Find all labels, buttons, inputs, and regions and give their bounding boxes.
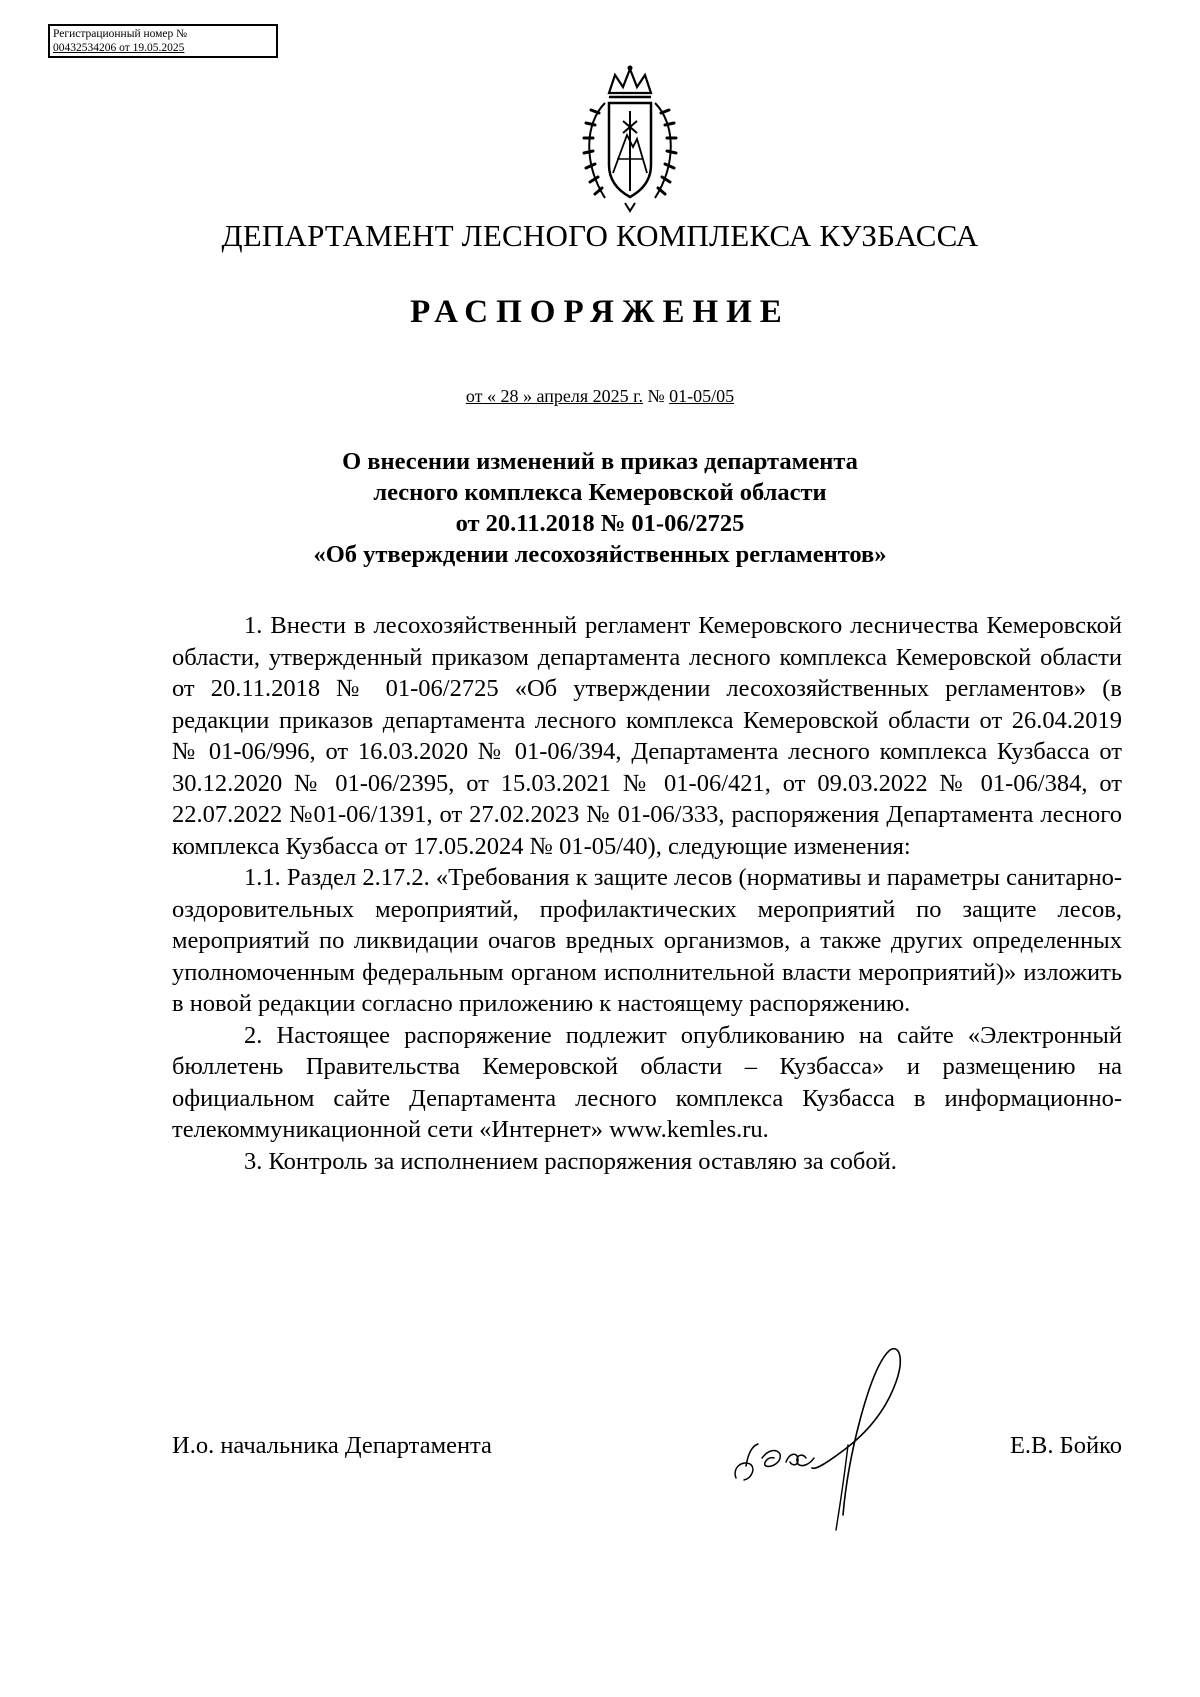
subject-line: О внесении изменений в приказ департамента bbox=[342, 448, 858, 475]
subject-line: от 20.11.2018 № 01-06/2725 bbox=[455, 510, 745, 537]
number-prefix: № bbox=[642, 386, 670, 406]
body-paragraph: 2. Настоящее распоряжение подлежит опубликованию на сайте «Электронный бюллетень Правительства Кемеровской области – Кузбасса» и размещению на официальном сайте Департамента лесного комплекса Кузбасса в информационно-телекоммуникационной сети «Интернет» www.kemles.ru. bbox=[172, 1021, 1122, 1143]
body-paragraph: 1.1. Раздел 2.17.2. «Требования к защите лесов (нормативы и параметры санитарно-оздоровительных мероприятий, профилактических мероприятий по защите лесов, мероприятий по ликвидации очагов вредных организмов, а также других определенных уполномоченным федеральным органом исполнительной власти мероприятий)» изложить в новой редакции согласно приложению к настоящему распоряжению. bbox=[172, 864, 1122, 1017]
department-name: ДЕПАРТАМЕНТ ЛЕСНОГО КОМПЛЕКСА КУЗБАССА bbox=[221, 218, 979, 253]
date-day: 28 bbox=[495, 386, 523, 406]
handwritten-signature bbox=[728, 1340, 938, 1540]
registration-number: 00432534206 от 19.05.2025 bbox=[53, 42, 185, 54]
document-body bbox=[172, 610, 1122, 1177]
date-prefix: от « bbox=[465, 386, 496, 406]
signatory-title: И.о. начальника Департамента bbox=[172, 1432, 492, 1459]
order-date-line bbox=[0, 386, 1200, 407]
document-subject bbox=[0, 446, 1200, 570]
subject-line: «Об утверждении лесохозяйственных регламентов» bbox=[313, 541, 887, 568]
registration-label: Регистрационный номер № bbox=[53, 28, 188, 40]
body-paragraph: 1. Внести в лесохозяйственный регламент Кемеровского лесничества Кемеровской области, утвержденный приказом департамента лесного комплекса Кемеровской области от 20.11.2018 № 01-06/2725 «Об утверждении лесохозяйственных регламентов» (в редакции приказов департамента лесного комплекса Кемеровской области от 26.04.2019 № 01-06/996, от 16.03.2020 № 01-06/394, Департамента лесного комплекса Кузбасса от 30.12.2020 № 01-06/2395, от 15.03.2021 № 01-06/421, от 09.03.2022 № 01-06/384, от 22.07.2022 №01-06/1391, от 27.02.2023 № 01-06/333, распоряжения Департамента лесного комплекса Кузбасса от 17.05.2024 № 01-05/40), следующие изменения: bbox=[172, 612, 1122, 860]
document-type: РАСПОРЯЖЕНИЕ bbox=[410, 294, 790, 330]
registration-stamp bbox=[48, 24, 278, 58]
kuzbass-coat-of-arms-icon bbox=[575, 63, 685, 213]
order-number: 01-05/05 bbox=[669, 386, 735, 406]
date-month-year: » апреля 2025 г. bbox=[522, 386, 643, 406]
signatory-name: Е.В. Бойко bbox=[1009, 1432, 1122, 1459]
body-paragraph: 3. Контроль за исполнением распоряжения оставляю за собой. bbox=[244, 1147, 897, 1175]
subject-line: лесного комплекса Кемеровской области bbox=[373, 479, 827, 506]
